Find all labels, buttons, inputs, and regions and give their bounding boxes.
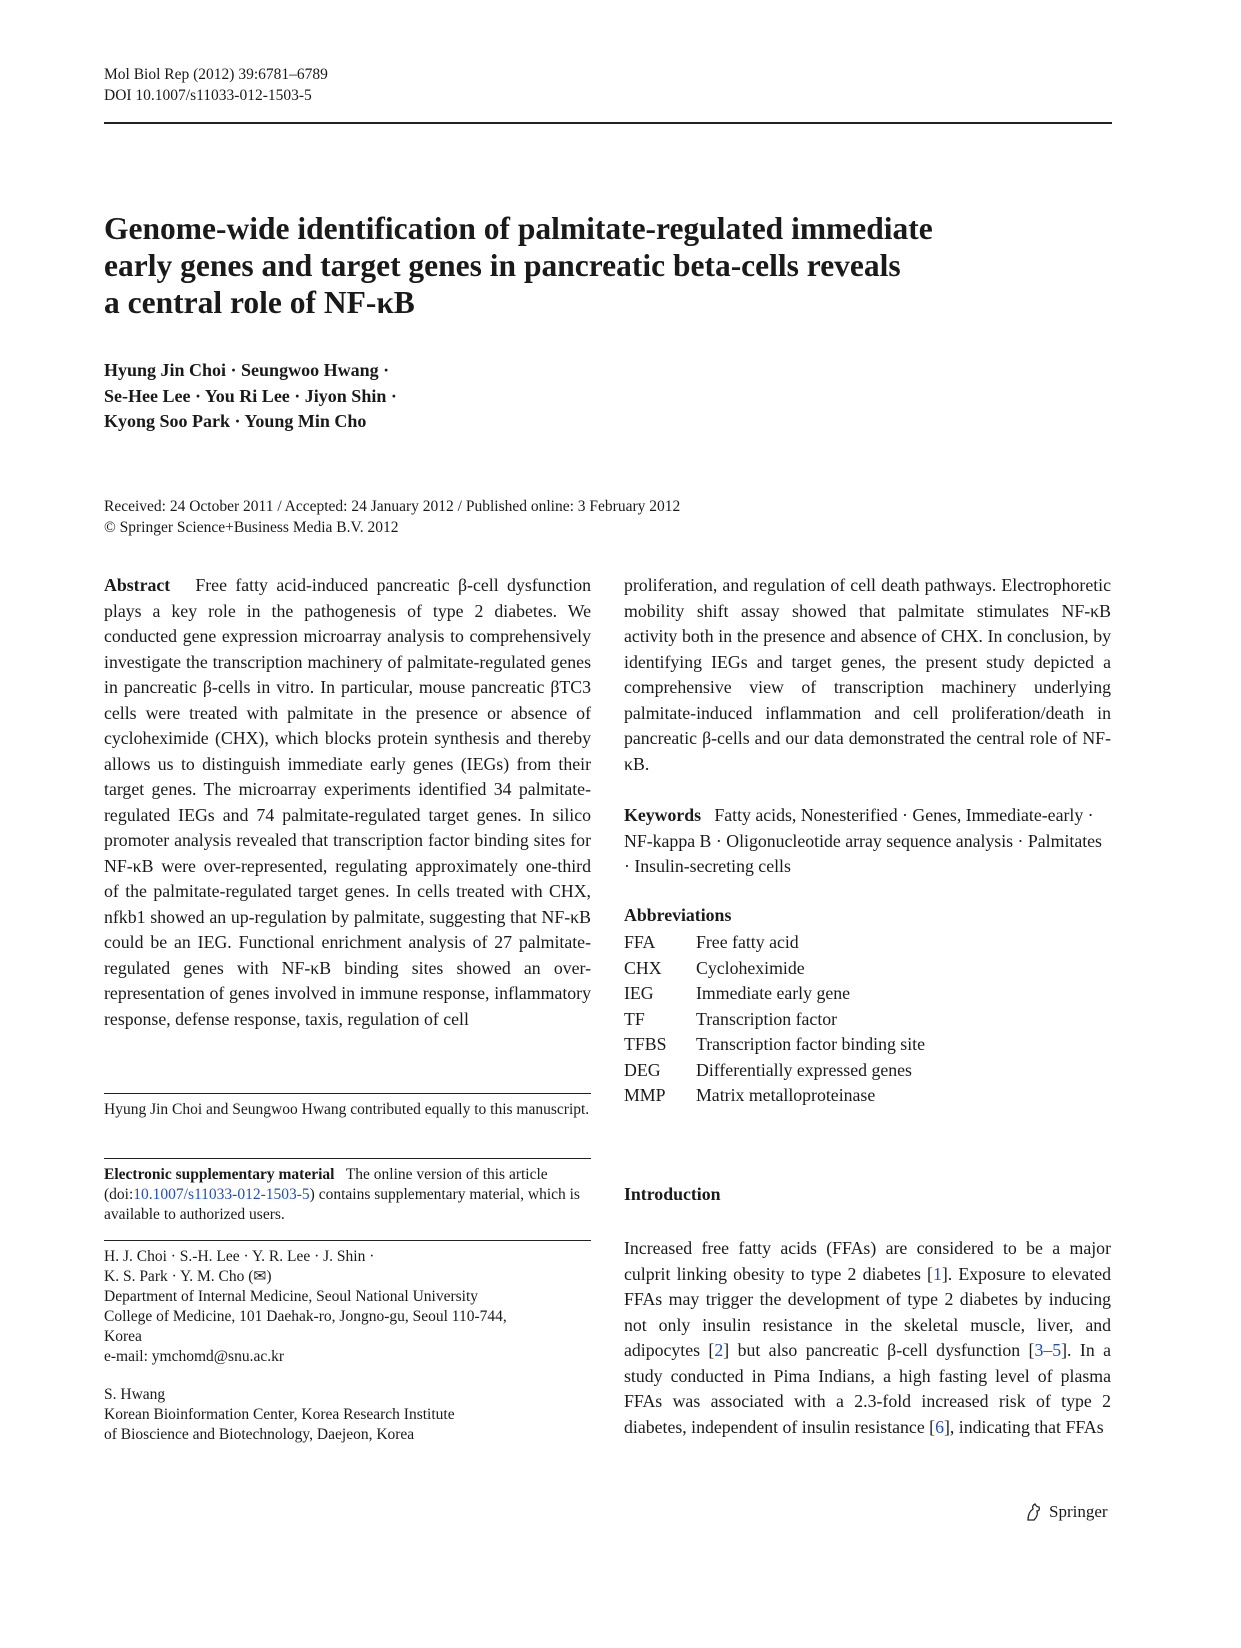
- abbreviation-definition: Free fatty acid: [696, 932, 799, 952]
- abstract-text: Free fatty acid-induced pancreatic β-cell dysfunction plays a key role in the pathogenesis of type 2 diabetes. We conducted gene expression microarray analysis to comprehensively investigate the transcription machinery of palmitate-regulated genes in pancreatic β-cells in vitro. In particular, mouse pancreatic βTC3 cells were treated with palmitate in the presence or absence of cycloheximide (CHX), which blocks protein synthesis and thereby allows us to distinguish immediate early genes (IEGs) from their target genes. The microarray experiments identified 34 palmitate-regulated IEGs and 74 palmitate-regulated target genes. In silico promoter analysis revealed that transcription factor binding sites for NF-κB were over-represented, regulating approximately one-third of the palmitate-regulated target genes. In cells treated with CHX, nfkb1 showed an up-regulation by palmitate, suggesting that NF-κB could be an IEG. Functional enrichment analysis of 27 palmitate-regulated genes with NF-κB binding sites showed an over-representation of genes involved in immune response, inflammatory response, defense response, taxis, regulation of cell: [104, 575, 591, 1029]
- introduction-heading: Introduction: [624, 1184, 721, 1204]
- dates-line: Received: 24 October 2011 / Accepted: 24 January 2012 / Published online: 3 February 2012: [104, 498, 681, 515]
- corresponding-email[interactable]: e-mail: ymchomd@snu.ac.kr: [104, 1348, 284, 1365]
- footnote-rule: [104, 1240, 591, 1241]
- title-line: a central role of NF-κB: [104, 285, 415, 320]
- abbreviation-row: [624, 1032, 925, 1058]
- publisher-logo: [1024, 1502, 1108, 1522]
- abbreviation-row: [624, 1007, 925, 1033]
- author-line: Kyong Soo Park · Young Min Cho: [104, 411, 367, 431]
- abbreviation-term: CHX: [624, 957, 662, 978]
- keywords-text: Fatty acids, Nonesterified · Genes, Immediate-early · NF-kappa B · Oligonucleotide array sequence analysis · Palmitates · Insulin-secreting cells: [624, 805, 1102, 876]
- journal-header: [104, 64, 328, 106]
- header-rule: [104, 122, 1112, 124]
- abbreviation-definition: Differentially expressed genes: [696, 1059, 912, 1080]
- springer-horse-icon: [1024, 1502, 1044, 1522]
- abbreviation-term: TF: [624, 1008, 645, 1029]
- copyright-line: © Springer Science+Business Media B.V. 2012: [104, 518, 399, 536]
- abstract-label: Abstract: [104, 575, 171, 595]
- keywords-label: Keywords: [624, 805, 702, 825]
- abbreviation-definition: Cycloheximide: [696, 957, 805, 978]
- journal-doi: DOI 10.1007/s11033-012-1503-5: [104, 87, 312, 104]
- footnote-equal-contribution: Hyung Jin Choi and Seungwoo Hwang contributed equally to this manuscript.: [104, 1101, 590, 1118]
- envelope-icon: ✉: [253, 1268, 267, 1285]
- ref-link[interactable]: 1: [932, 1263, 942, 1284]
- article-title: [104, 210, 1004, 321]
- abbreviations-heading: Abbreviations: [624, 905, 732, 925]
- ref-link[interactable]: 2: [714, 1340, 724, 1360]
- abbreviation-definition: Transcription factor binding site: [696, 1034, 925, 1054]
- affiliation-1: H. J. Choi · S.-H. Lee · Y. R. Lee · J. Shin · K. S. Park · Y. M. Cho (✉) Department of Internal Medicine, Seoul National University College of Medicine, 101 Daehak-ro, Jongno-gu, Seoul 110-744, Korea e-mail: ymchomd@snu.ac.kr: [104, 1247, 591, 1367]
- esm-doi-link[interactable]: 10.1007/s11033-012-1503-5: [133, 1186, 310, 1203]
- abbreviation-term: FFA: [624, 932, 656, 952]
- abbreviation-definition: Transcription factor: [696, 1008, 838, 1029]
- ref-link[interactable]: 3–5: [1034, 1340, 1062, 1360]
- footnote-rule: [104, 1158, 591, 1159]
- journal-citation: Mol Biol Rep (2012) 39:6781–6789: [104, 66, 328, 83]
- abbreviation-term: DEG: [624, 1059, 661, 1080]
- abbreviation-row: [624, 981, 925, 1007]
- footnote-rule: [104, 1093, 591, 1094]
- introduction-text: Increased free fatty acids (FFAs) are considered to be a major culprit linking obesity to type 2 diabetes [1]. Exposure to elevated FFAs may trigger the development of type 2 diabetes by inducing not only insulin resistance in the skeletal muscle, liver, and adipocytes [2] but also pancreatic β-cell dysfunction [3–5]. In a study conducted in Pima Indians, a high fasting level of plasma FFAs was associated with a 2.3-fold increased risk of type 2 diabetes, independent of insulin resistance [6], indicating that FFAs: [624, 1238, 1112, 1437]
- abbreviation-definition: Matrix metalloproteinase: [696, 1085, 876, 1105]
- keywords: [624, 803, 1111, 880]
- esm-label: Electronic supplementary material: [104, 1166, 335, 1183]
- affiliation-2: S. Hwang Korean Bioinformation Center, Korea Research Institute of Bioscience and Biotechnology, Daejeon, Korea: [104, 1386, 455, 1443]
- abstract-right: [624, 573, 1111, 777]
- abbreviation-definition: Immediate early gene: [696, 983, 851, 1003]
- abbreviation-row: [624, 930, 925, 956]
- abbreviation-term: TFBS: [624, 1034, 667, 1054]
- abbreviation-term: MMP: [624, 1085, 666, 1105]
- abbreviation-row: [624, 1083, 925, 1109]
- author-line: Hyung Jin Choi · Seungwoo Hwang ·: [104, 360, 390, 380]
- title-line: Genome-wide identification of palmitate-regulated immediate: [104, 211, 933, 246]
- ref-link[interactable]: 6: [935, 1416, 944, 1437]
- abstract-left: [104, 573, 591, 1032]
- abbreviation-row: [624, 956, 925, 982]
- publication-dates: [104, 497, 1004, 538]
- footnote-esm: Electronic supplementary material The online version of this article (doi:10.1007/s11033-012-1503-5) contains supplementary material, which is available to authorized users.: [104, 1166, 580, 1223]
- abstract-text-cont: proliferation, and regulation of cell death pathways. Electrophoretic mobility shift assay showed that palmitate stimulates NF-κB activity both in the presence and absence of CHX. In conclusion, by identifying IEGs and target genes, the present study depicted a comprehensive view of transcription machinery underlying palmitate-induced inflammation and cell proliferation/death in pancreatic β-cells and our data demonstrated the central role of NF-κB.: [624, 575, 1111, 774]
- title-line: early genes and target genes in pancreatic beta-cells reveals: [104, 248, 901, 283]
- author-list: [104, 358, 704, 435]
- abbreviation-row: [624, 1058, 925, 1084]
- author-line: Se-Hee Lee · You Ri Lee · Jiyon Shin ·: [104, 385, 397, 406]
- abbreviations-table: [624, 930, 925, 1109]
- abbreviation-term: IEG: [624, 983, 654, 1003]
- publisher-name: Springer: [1049, 1502, 1108, 1521]
